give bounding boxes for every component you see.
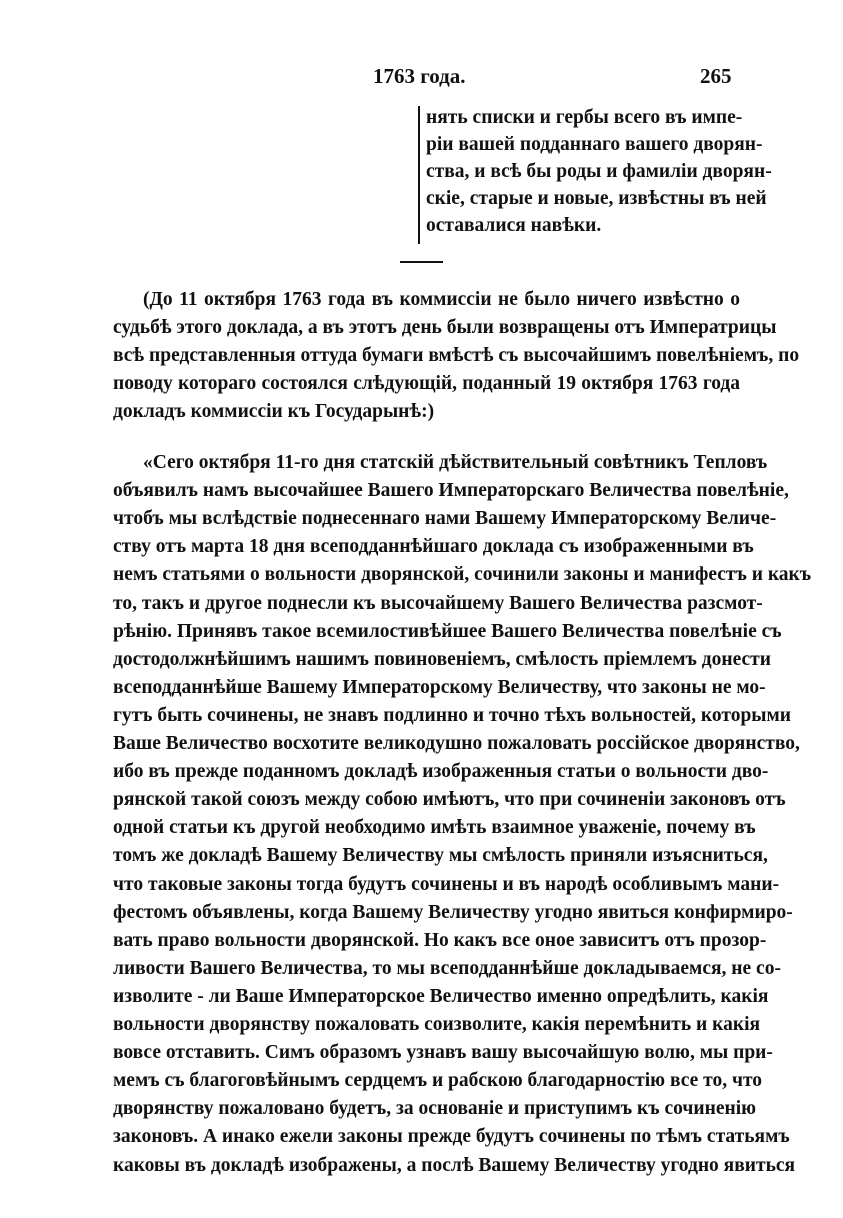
- page-number: 265: [700, 64, 732, 88]
- text-line: ства, и всѣ бы роды и фамиліи дворян-: [426, 161, 772, 182]
- text-line: изволите - ли Ваше Императорское Величество именно опредѣлить, какія: [113, 985, 769, 1007]
- text-line: Ваше Величество восхотите великодушно пожаловать россійское дворянство,: [113, 733, 800, 754]
- text-line: одной статьи къ другой необходимо имѣть взаимное уваженіе, почему въ: [113, 817, 756, 839]
- text-line: докладъ коммиссіи къ Государынѣ:): [113, 401, 435, 422]
- text-line: всеподданнѣйше Вашему Императорскому Величеству, что законы не мо-: [113, 676, 766, 698]
- text-line: фестомъ объявлены, когда Вашему Величеству угодно явиться конфирмиро-: [113, 901, 793, 923]
- text-line: поводу котораго состоялся слѣдующій, поданный 19 октября 1763 года: [113, 373, 740, 394]
- text-line: всѣ представленныя оттуда бумаги вмѣстѣ съ высочайшимъ повелѣніемъ, по: [113, 345, 800, 366]
- text-line: оставалися навѣки.: [426, 215, 602, 236]
- text-line: дворянству пожаловано будетъ, за основаніе и приступимъ къ сочиненію: [113, 1098, 757, 1120]
- text-line: объявилъ намъ высочайшее Вашего Императорскаго Величества повелѣніе,: [113, 480, 789, 502]
- text-line: «Сего октября 11-го дня статскій дѣйствительный совѣтникъ Тепловъ: [143, 452, 768, 473]
- text-line: мемъ съ благоговѣйнымъ сердцемъ и рабскою благодарностію все то, что: [113, 1070, 763, 1092]
- text-line: вать право вольности дворянской. Но какъ все оное зависитъ отъ прозор-: [113, 929, 767, 951]
- text-line: (До 11 октября 1763 года въ коммиссіи не было ничего извѣстно о: [143, 289, 740, 310]
- text-line: то, такъ и другое поднесли къ высочайшему Вашего Величества разсмот-: [113, 592, 763, 614]
- text-line: рянской такой союзъ между собою имѣютъ, что при сочиненіи законовъ отъ: [113, 789, 786, 811]
- text-line: гутъ быть сочинены, не знавъ подлинно и точно тѣхъ вольностей, которыми: [113, 704, 792, 726]
- text-line: томъ же докладѣ Вашему Величеству мы смѣлость приняли изъясниться,: [113, 845, 768, 867]
- text-line: немъ статьями о вольности дворянской, сочинили законы и манифестъ и какъ: [113, 564, 812, 586]
- text-line: вовсе отставить. Симъ образомъ узнавъ вашу высочайшую волю, мы при-: [113, 1042, 773, 1064]
- text-line: законовъ. А инако ежели законы прежде будутъ сочинены по тѣмъ статьямъ: [113, 1126, 790, 1148]
- text-line: каковы въ докладѣ изображены, а послѣ Вашему Величеству угодно явиться: [113, 1154, 796, 1176]
- separator-rule: [400, 261, 443, 263]
- quote-bar: [418, 106, 420, 244]
- text-line: достодолжнѣйшимъ нашимъ повиновеніемъ, смѣлость пріемлемъ донести: [113, 648, 772, 670]
- text-line: рѣнію. Принявъ такое всемилостивѣйшее Вашего Величества повелѣніе съ: [113, 620, 782, 642]
- text-line: скіе, старые и новые, извѣстны въ ней: [426, 188, 767, 209]
- text-line: чтобъ мы вслѣдствіе поднесеннаго нами Вашему Императорскому Величе-: [113, 508, 777, 530]
- text-line: ливости Вашего Величества, то мы всеподданнѣйше докладываемся, не со-: [113, 957, 781, 979]
- running-title: 1763 года.: [373, 64, 466, 88]
- text-line: ибо въ прежде поданномъ докладѣ изображенныя статьи о вольности дво-: [113, 761, 769, 783]
- text-line: ріи вашей подданнаго вашего дворян-: [426, 134, 763, 155]
- text-line: вольности дворянству пожаловать соизволите, какія перемѣнить и какія: [113, 1014, 761, 1035]
- text-line: нять списки и гербы всего въ импе-: [426, 107, 743, 128]
- text-line: что таковые законы тогда будутъ сочинены и въ народѣ особливымъ мани-: [113, 873, 780, 895]
- text-line: ству отъ марта 18 дня всеподданнѣйшаго доклада съ изображенными въ: [113, 536, 754, 558]
- text-line: судьбѣ этого доклада, а въ этотъ день были возвращены отъ Императрицы: [113, 317, 777, 338]
